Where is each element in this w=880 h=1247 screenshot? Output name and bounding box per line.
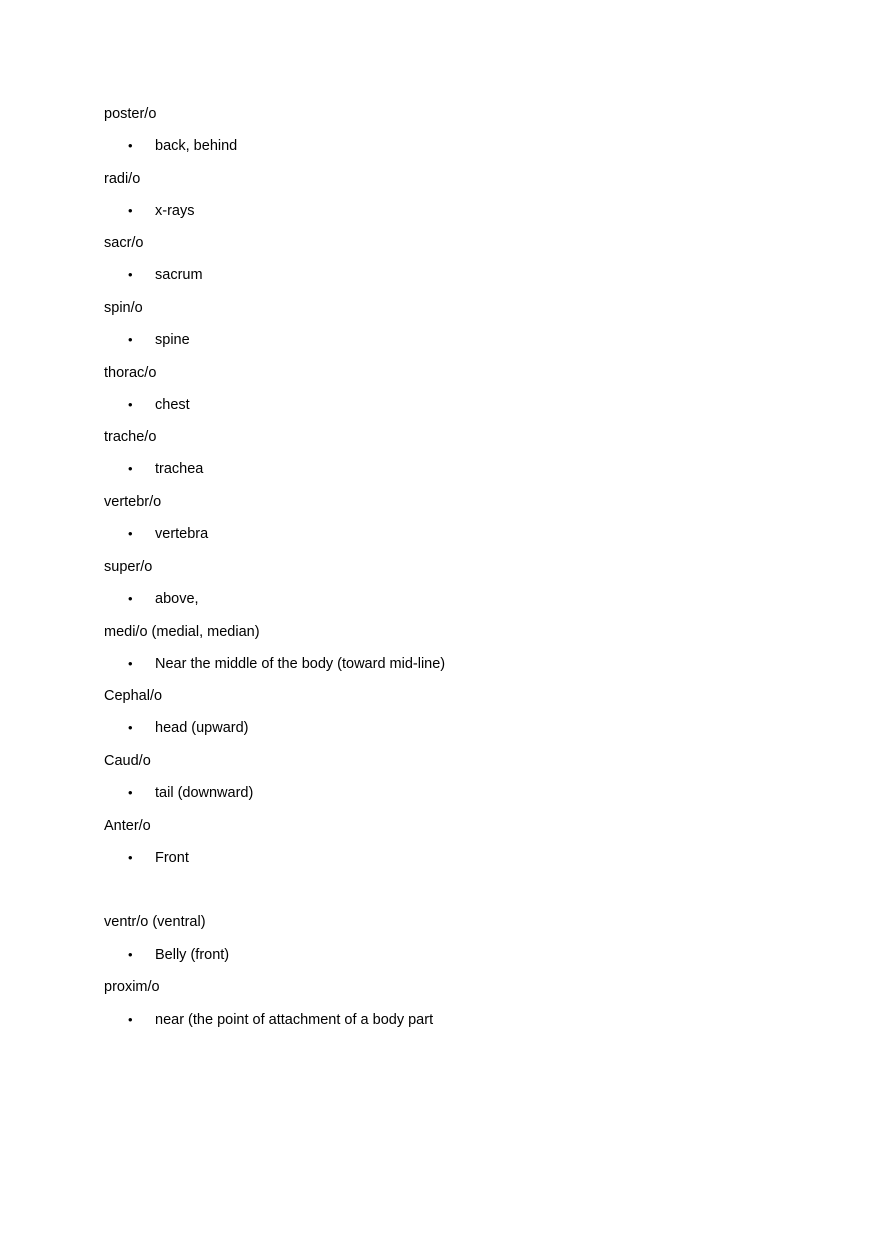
definition-text: Near the middle of the body (toward mid-line) bbox=[155, 656, 446, 672]
definition-text: Front bbox=[155, 850, 189, 866]
term: ventr/o (ventral) bbox=[104, 914, 206, 930]
term: sacr/o bbox=[104, 235, 144, 251]
term: medi/o (medial, median) bbox=[104, 624, 260, 640]
definition-item bbox=[128, 946, 229, 964]
definition-text: x-rays bbox=[155, 203, 195, 219]
definition-item bbox=[128, 266, 203, 284]
definition-text: spine bbox=[155, 332, 190, 348]
bullet-icon: • bbox=[128, 397, 133, 412]
bullet-icon: • bbox=[128, 947, 133, 962]
bullet-icon: • bbox=[128, 332, 133, 347]
definition-item bbox=[128, 137, 237, 155]
term: trache/o bbox=[104, 429, 157, 445]
bullet-icon: • bbox=[128, 656, 133, 671]
term: proxim/o bbox=[104, 979, 160, 995]
definition-text: tail (downward) bbox=[155, 785, 254, 801]
definition-item bbox=[128, 460, 203, 478]
term: Cephal/o bbox=[104, 688, 163, 704]
term: vertebr/o bbox=[104, 494, 162, 510]
term: thorac/o bbox=[104, 365, 157, 381]
definition-text: Belly (front) bbox=[155, 947, 230, 963]
definition-item bbox=[128, 1011, 433, 1029]
bullet-icon: • bbox=[128, 785, 133, 800]
term: poster/o bbox=[104, 106, 157, 122]
term: super/o bbox=[104, 559, 153, 575]
bullet-icon: • bbox=[128, 850, 133, 865]
definition-text: back, behind bbox=[155, 138, 238, 154]
definition-item bbox=[128, 784, 253, 802]
term: Anter/o bbox=[104, 818, 151, 834]
bullet-icon: • bbox=[128, 138, 133, 153]
definition-item bbox=[128, 202, 194, 220]
definition-item bbox=[128, 525, 208, 543]
definition-item bbox=[128, 590, 199, 608]
definition-item bbox=[128, 396, 190, 414]
definition-text: vertebra bbox=[155, 526, 209, 542]
bullet-icon: • bbox=[128, 1012, 133, 1027]
definition-text: above, bbox=[155, 591, 199, 607]
definition-text: sacrum bbox=[155, 267, 203, 283]
bullet-icon: • bbox=[128, 720, 133, 735]
definition-item bbox=[128, 331, 190, 349]
definition-text: near (the point of attachment of a body part bbox=[155, 1012, 434, 1028]
bullet-icon: • bbox=[128, 461, 133, 476]
definition-item bbox=[128, 849, 189, 867]
bullet-icon: • bbox=[128, 526, 133, 541]
definition-item bbox=[128, 655, 445, 673]
definition-text: head (upward) bbox=[155, 720, 249, 736]
bullet-icon: • bbox=[128, 267, 133, 282]
bullet-icon: • bbox=[128, 591, 133, 606]
definition-text: chest bbox=[155, 397, 190, 413]
definition-item bbox=[128, 719, 249, 737]
term: radi/o bbox=[104, 171, 141, 187]
term: spin/o bbox=[104, 300, 143, 316]
term: Caud/o bbox=[104, 753, 151, 769]
bullet-icon: • bbox=[128, 203, 133, 218]
definition-text: trachea bbox=[155, 461, 204, 477]
